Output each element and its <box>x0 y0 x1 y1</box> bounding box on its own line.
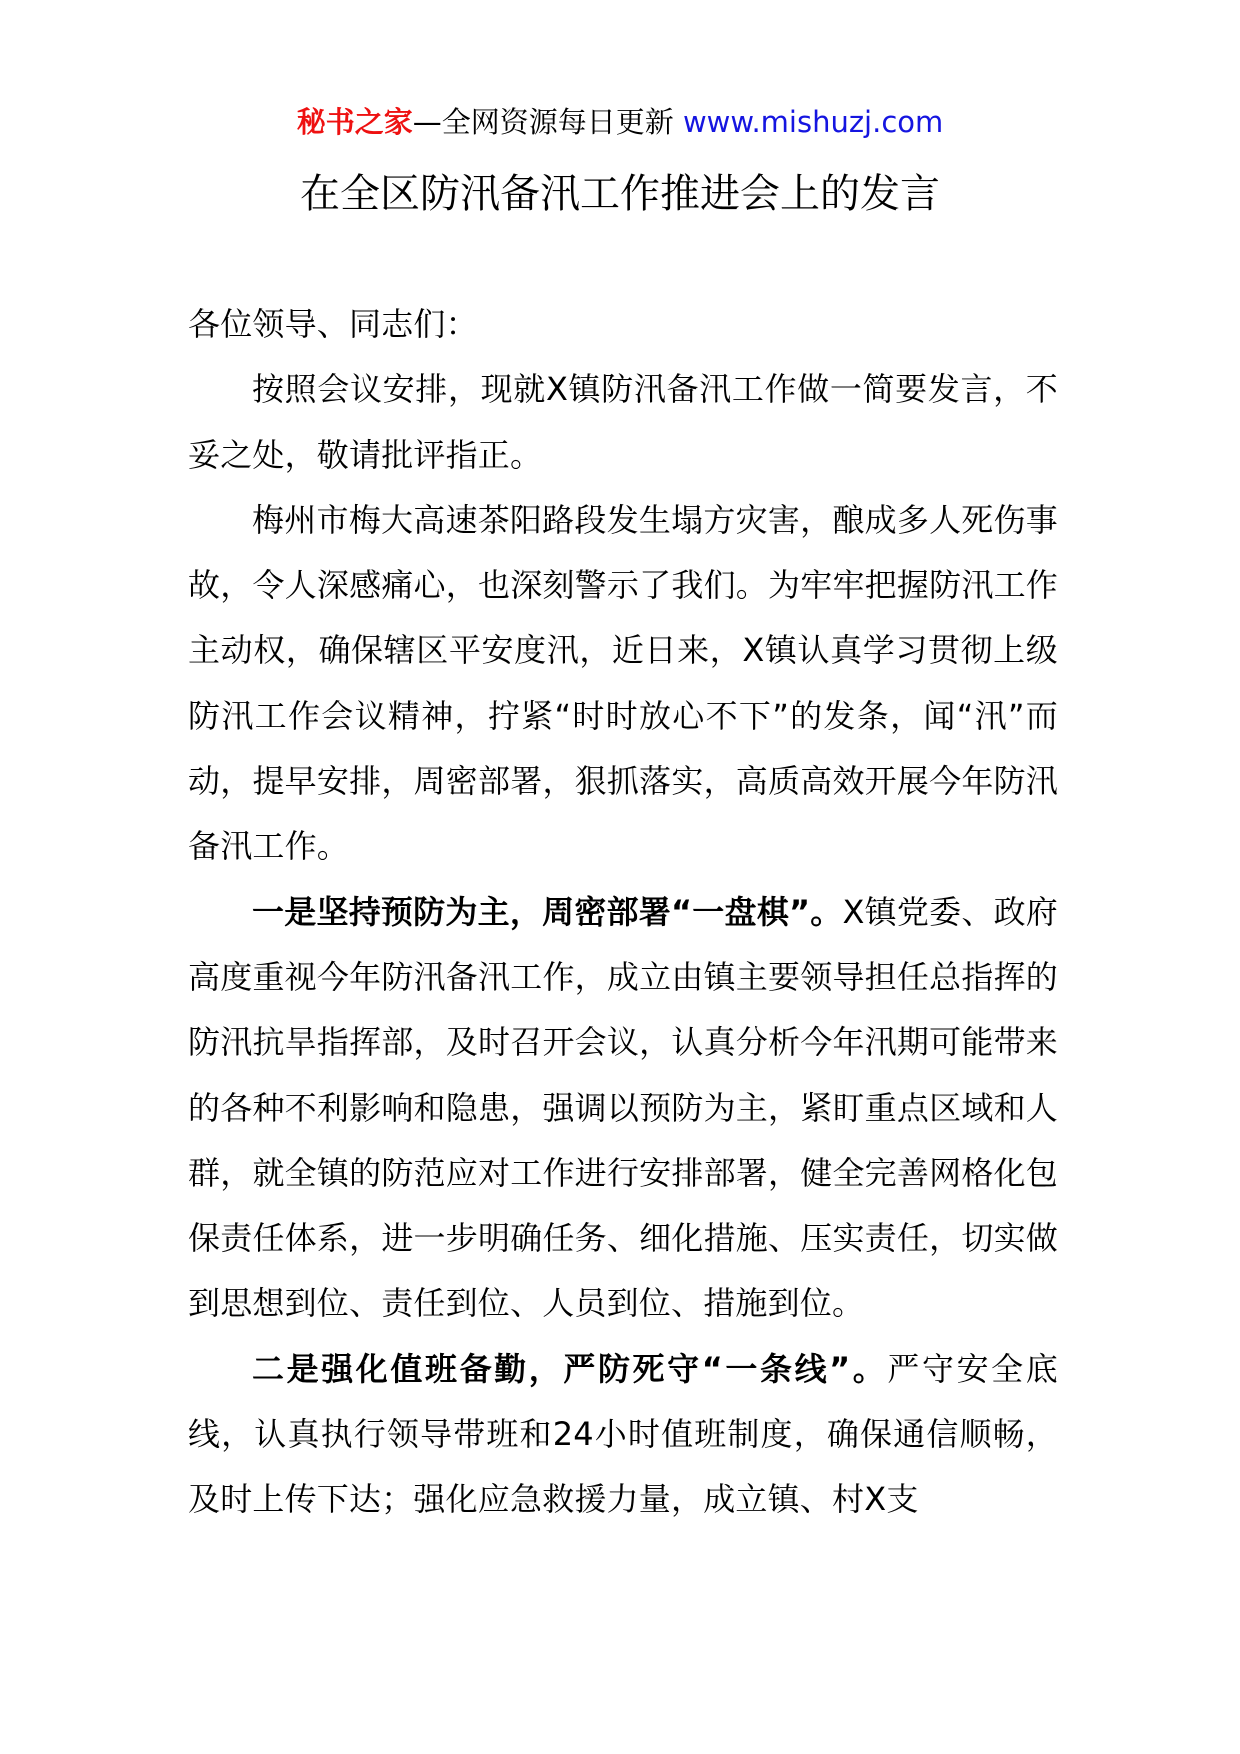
paragraph-point-one <box>188 880 1058 1337</box>
site-brand: 秘书之家 <box>296 105 413 139</box>
paragraph-text: 按照会议安排，现就X镇防汛备汛工作做一简要发言，不妥之处，敬请批评指正。 <box>188 370 1058 474</box>
site-slogan: —全网资源每日更新 <box>412 105 674 139</box>
document-body <box>188 292 1058 1533</box>
site-header <box>0 102 1240 142</box>
paragraph-text: 严守安全底线，认真执行领导带班和24小时值班制度，确保通信顺畅，及时上传下达；强化应急救援力量，成立镇、村X支 <box>188 1349 1058 1519</box>
paragraph-point-two <box>188 1337 1058 1533</box>
paragraph-intro <box>188 357 1058 488</box>
paragraph-lead: 一是坚持预防为主，周密部署“一盘棋”。 <box>252 892 843 931</box>
site-url-link[interactable]: www.mishuzj.com <box>682 105 944 139</box>
paragraph-text: X镇党委、政府高度重视今年防汛备汛工作，成立由镇主要领导担任总指挥的防汛抗旱指挥部，及时召开会议，认真分析今年汛期可能带来的各种不利影响和隐患，强调以预防为主，紧盯重点区域和人群，就全镇的防范应对工作进行安排部署，健全完善网格化包保责任体系，进一步明确任务、细化措施、压实责任，切实做到思想到位、责任到位、人员到位、措施到位。 <box>188 892 1058 1323</box>
paragraph-lead: 二是强化值班备勤，严防死守“一条线”。 <box>252 1349 888 1388</box>
paragraph-background <box>188 488 1058 880</box>
paragraph-text: 梅州市梅大高速茶阳路段发生塌方灾害，酿成多人死伤事故，令人深感痛心，也深刻警示了我们。为牢牢把握防汛工作主动权，确保辖区平安度汛，近日来，X镇认真学习贯彻上级防汛工作会议精神，拧紧“时时放心不下”的发条，闻“汛”而动，提早安排，周密部署，狠抓落实，高质高效开展今年防汛备汛工作。 <box>188 500 1058 866</box>
document-title: 在全区防汛备汛工作推进会上的发言 <box>300 171 940 217</box>
salutation: 各位领导、同志们： <box>188 305 478 343</box>
